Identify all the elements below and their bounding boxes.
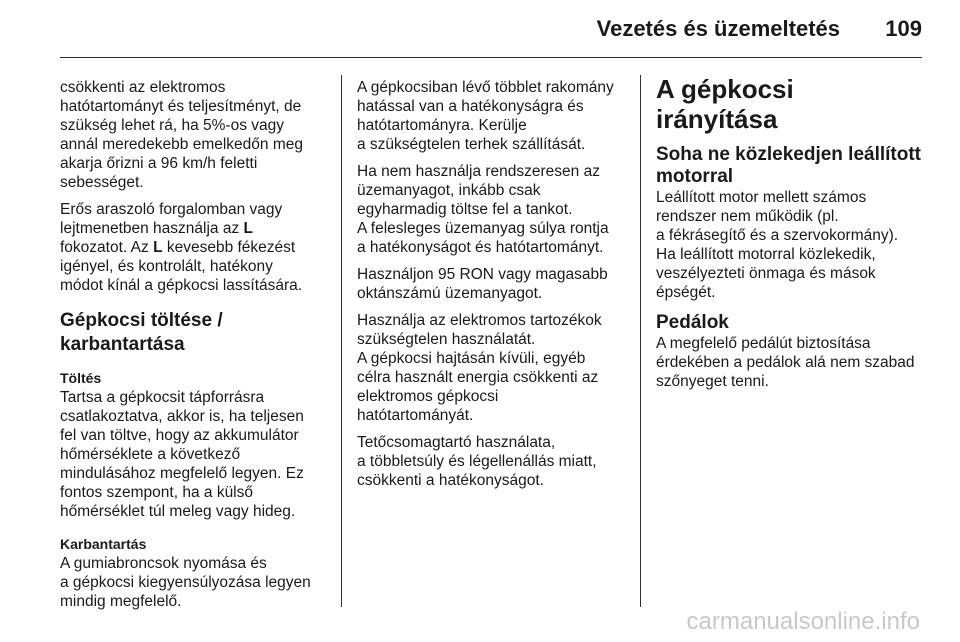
- paragraph-charging: Tartsa a gépkocsit tápforrásra csatlakoztatva, akkor is, ha teljesen fel van töltve, hogy az akkumulátor hőmérséklete a következő mindulásához megfelelő legyen. Ez fontos szempont, ha a külső hőmérséklet túl meleg vagy hideg.: [60, 389, 304, 520]
- column-left: [60, 78, 338, 619]
- l-gear-letter: L: [243, 220, 254, 237]
- page-number: 109: [885, 16, 922, 41]
- column-middle: [357, 78, 629, 498]
- paragraph-pedals: A megfelelő pedálút biztosítása érdekében a pedálok alá nem szabad szőnyeget tenni.: [656, 335, 915, 390]
- section-heading-vehicle-control: A gépkocsi irányítása: [656, 74, 794, 134]
- paragraph-maintenance: A gumiabroncsok nyomása és a gépkocsi kiegyensúlyozása legyen mindig megfelelő.: [60, 555, 311, 610]
- paragraph-roof-rack: Tetőcsomagtartó használata, a többletsúly és légellenállás miatt, csökkenti a hatékonyságot.: [357, 434, 597, 489]
- header-rule: [60, 57, 922, 58]
- paragraph-l-gear: [60, 200, 338, 295]
- column-divider-left: [341, 75, 342, 607]
- subheading-never-coast: Soha ne közlekedjen leállított motorral: [656, 144, 922, 187]
- paragraph-range-reduction: csökkenti az elektromos hatótartományt és teljesítményt, de szükség lehet rá, ha 5%-os vagy annál meredekebb emelkedőn meg akarja őrizni a 96 km/h feletti sebességet.: [60, 79, 303, 191]
- column-divider-right: [640, 75, 641, 607]
- paragraph-fuel-amount: Ha nem használja rendszeresen az üzemanyagot, inkább csak egyharmadig töltse fel a tankot. A felesleges üzemanyag súlya rontja a hatékonyságot és hatótartományt.: [357, 163, 609, 256]
- subheading-pedals: Pedálok: [656, 312, 729, 333]
- paragraph-fuel-octane: Használjon 95 RON vagy magasabb oktánszámú üzemanyagot.: [357, 266, 608, 302]
- l-gear-text-e: kevesebb fékezést igényel, és kontrolált, hatékony módot kínál a gépkocsi lassítására.: [60, 239, 303, 294]
- page-header-title: Vezetés és üzemeltetés: [596, 16, 840, 41]
- l-gear-text-a: Erős araszoló forgalomban vagy lejtmenetben használja az: [60, 201, 283, 237]
- column-right: [656, 74, 922, 399]
- paragraph-engine-off: Leállított motor mellett számos rendszer nem működik (pl. a fékrásegítő és a szervokormány). Ha leállított motorral közlekedik, veszélyezteti önmaga és mások épségét.: [656, 189, 899, 301]
- l-gear-letter-2: L: [153, 239, 163, 256]
- l-gear-text-c: fokozatot. Az: [60, 239, 149, 256]
- watermark: carmanualsonline.info: [686, 608, 920, 635]
- subheading-charging: Töltés: [60, 370, 102, 386]
- paragraph-electric-accessories: Használja az elektromos tartozékok szükségtelen használatát. A gépkocsi hajtásán kívüli, egyéb célra használt energia csökkenti az elektromos gépkocsi hatótartományát.: [357, 312, 602, 424]
- section-heading-charging-maintenance: Gépkocsi töltése / karbantartása: [60, 310, 223, 355]
- subheading-maintenance: Karbantartás: [60, 536, 147, 552]
- paragraph-extra-load: A gépkocsiban lévő többlet rakomány hatással van a hatékonyságra és hatótartományra. Kerülje a szükségtelen terhek szállítását.: [357, 79, 614, 153]
